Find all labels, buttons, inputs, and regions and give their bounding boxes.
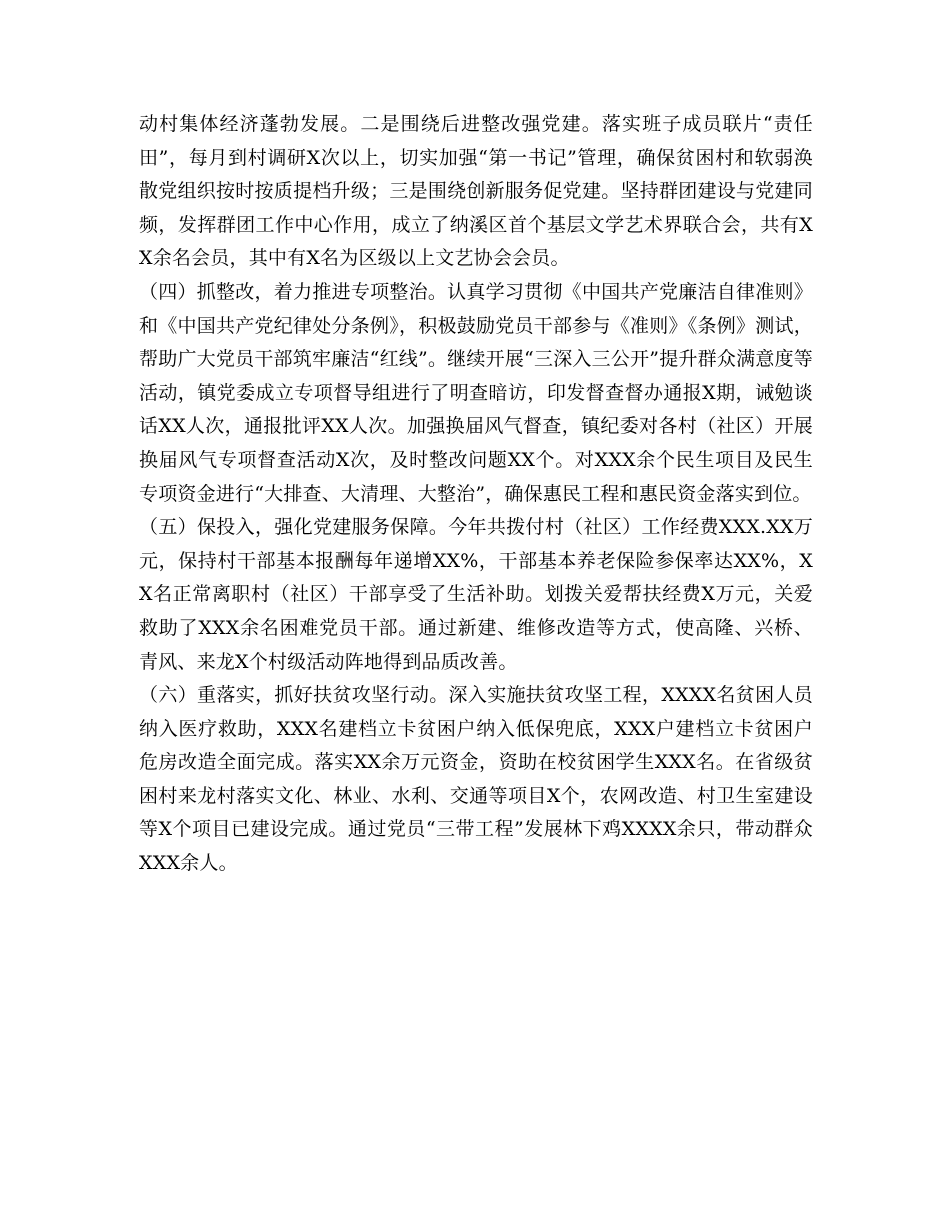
paragraph-poverty-alleviation: （六）重落实，抓好扶贫攻坚行动。深入实施扶贫攻坚工程，XXXX名贫困人员纳入医疗救助，XXX名建档立卡贫困户纳入低保兜底，XXX户建档立卡贫困户危房改造全面完成。落实XX余万元资金，资助在校贫困学生XXX名。在省级贫困村来龙村落实文化、林业、水利、交通等项目X个，农网改造、村卫生室建设等X个项目已建设完成。通过党员“三带工程”发展林下鸡XXXX余只，带动群众XXX余人。 xyxy=(139,684,813,875)
paragraph-rectification: （四）抓整改，着力推进专项整治。认真学习贯彻《中国共产党廉洁自律准则》和《中国共产党纪律处分条例》，积极鼓励党员干部参与《准则》《条例》测试，帮助广大党员干部筑牢廉洁“红线”。继续开展“三深入三公开”提升群众满意度等活动，镇党委成立专项督导组进行了明查暗访，印发督查督办通报X期，诫勉谈话XX人次，通报批评XX人次。加强换届风气督查，镇纪委对各村（社区）开展换届风气专项督查活动X次，及时整改问题XX个。对XXX余个民生项目及民生专项资金进行“大排查、大清理、大整治”，确保惠民工程和惠民资金落实到位。 xyxy=(139,280,813,505)
paragraph-party-building: 动村集体经济蓬勃发展。二是围绕后进整改强党建。落实班子成员联片“责任田”，每月到村调研X次以上，切实加强“第一书记”管理，确保贫困村和软弱涣散党组织按时按质提档升级；三是围绕创新服务促党建。坚持群团建设与党建同频，发挥群团工作中心作用，成立了纳溪区首个基层文学艺术界联合会，共有XX余名会员，其中有X名为区级以上文艺协会会员。 xyxy=(139,113,813,270)
paragraph-investment: （五）保投入，强化党建服务保障。今年共拨付村（社区）工作经费XXX.XX万元，保持村干部基本报酬每年递增XX%，干部基本养老保险参保率达XX%，XX名正常离职村（社区）干部享受了生活补助。划拨关爱帮扶经费X万元，关爱救助了XXX余名困难党员干部。通过新建、维修改造等方式，使高隆、兴桥、青风、来龙X个村级活动阵地得到品质改善。 xyxy=(139,516,813,673)
document-body xyxy=(139,108,813,881)
